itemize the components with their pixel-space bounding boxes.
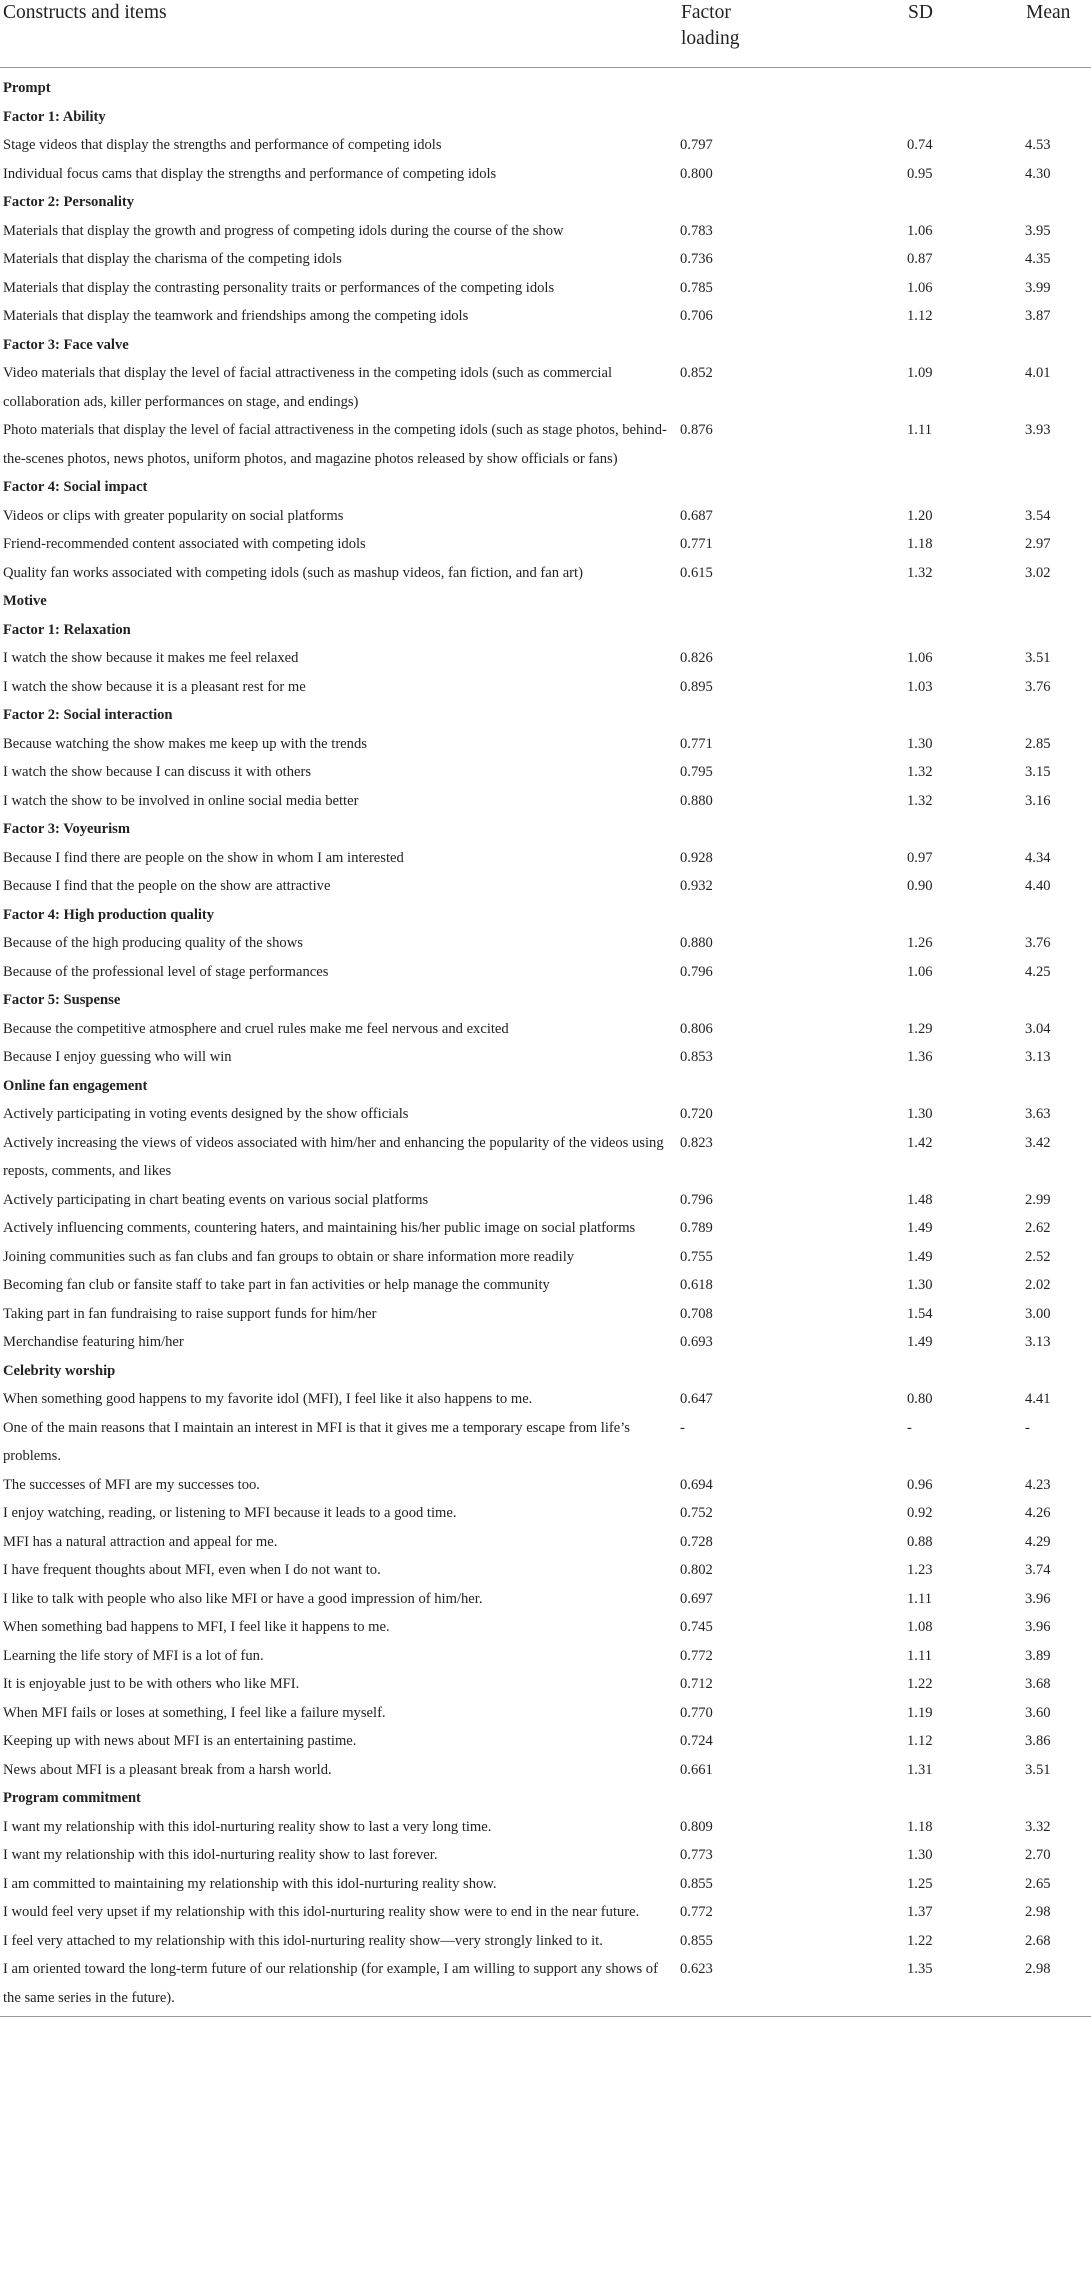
factor-loading-value: 0.687 [680,507,713,524]
group-label: Factor 3: Voyeurism [3,821,131,837]
factor-loading-value: 0.772 [680,1904,713,1920]
sd-value: 1.37 [907,1904,933,1920]
factor-loading-value: 0.795 [680,764,713,780]
item-text: When something bad happens to MFI, I feel like it happens to me. [3,1619,390,1635]
group-header-row [0,815,1091,844]
sd-value: 1.29 [907,1020,933,1037]
item-text: Materials that display the contrasting personality traits or performances of the competing idols [3,279,555,296]
mean-value: 3.51 [1025,650,1051,666]
factor-loading-value: 0.796 [680,1191,713,1208]
mean-value: 2.02 [1025,1277,1051,1293]
table-row [0,1015,1091,1044]
table-header-row [0,0,1091,68]
factor-loading-value: 0.796 [680,963,713,980]
table-row [0,1100,1091,1129]
sd-value: 1.22 [907,1676,933,1692]
item-text: Because of the professional level of stage performances [3,963,329,980]
mean-value: 2.97 [1025,536,1051,552]
factor-loading-value: 0.855 [680,1875,713,1892]
mean-value: 4.01 [1025,365,1051,381]
sd-value: 1.31 [907,1761,933,1778]
mean-value: 4.40 [1025,878,1051,894]
factor-loading-value: 0.826 [680,650,713,666]
factor-loading-value: 0.736 [680,251,713,267]
item-text: When something good happens to my favorite idol (MFI), I feel like it also happens to me. [3,1391,533,1407]
factor-loading-value: 0.895 [680,678,713,695]
mean-value: 3.42 [1025,1134,1051,1151]
factor-loading-value: 0.661 [680,1761,713,1778]
sd-value: 1.11 [907,422,932,438]
item-text: Stage videos that display the strengths and performance of competing idols [3,137,442,153]
item-text: I watch the show because it is a pleasant rest for me [3,678,306,695]
mean-value: 3.96 [1025,1590,1051,1607]
sd-value: 1.12 [907,1733,933,1749]
mean-value: 2.68 [1025,1932,1051,1949]
mean-value: 3.89 [1025,1647,1051,1664]
mean-value: 2.85 [1025,735,1051,752]
item-text: Materials that display the teamwork and friendships among the competing idols [3,308,469,324]
table-row [0,758,1091,787]
factor-loading-value: 0.772 [680,1647,713,1664]
table-row [0,1414,1091,1471]
sd-value: 1.22 [907,1932,933,1949]
table-row [0,1841,1091,1870]
item-text: Because I find that the people on the show are attractive [3,878,331,894]
group-label: Celebrity worship [3,1362,116,1379]
mean-value: 3.68 [1025,1676,1051,1692]
table-row [0,1613,1091,1642]
table-row [0,1699,1091,1728]
sd-value: 1.06 [907,222,933,239]
sd-value: 1.30 [907,1277,933,1293]
item-text: Photo materials that display the level of facial attractiveness in the competing idols (such as stage photos, behind-the-scenes photos, news photos, uniform photos, and magazine photos released by show officials or fans) [3,422,667,467]
table-row [0,217,1091,246]
item-text: I watch the show because it makes me feel relaxed [3,650,299,666]
header-mean: Mean [1023,0,1091,68]
sd-value: - [907,1419,912,1436]
factor-loading-value: 0.773 [680,1847,713,1863]
sd-value: 1.06 [907,279,933,296]
table-row [0,1898,1091,1927]
mean-value: 2.98 [1025,1904,1051,1920]
sd-value: 1.49 [907,1220,933,1236]
table-row [0,1300,1091,1329]
item-text: News about MFI is a pleasant break from a harsh world. [3,1761,332,1778]
factor-loading-value: - [680,1419,685,1436]
sd-value: 1.23 [907,1562,933,1578]
item-text: Actively increasing the views of videos associated with him/her and enhancing the popularity of the videos using reposts, comments, and likes [3,1134,664,1179]
mean-value: 4.53 [1025,137,1051,153]
factor-loading-value: 0.932 [680,878,713,894]
mean-value: 4.41 [1025,1391,1051,1407]
group-header-row [0,103,1091,132]
mean-value: 3.95 [1025,222,1051,239]
item-text: Because watching the show makes me keep up with the trends [3,735,367,752]
sd-value: 0.90 [907,878,933,894]
sd-value: 1.20 [907,507,933,524]
table-row [0,1528,1091,1557]
header-factor-loading: Factor loading [678,0,905,68]
sd-value: 1.35 [905,1955,1023,2017]
group-label: Factor 3: Face valve [3,336,129,353]
factor-loading-value: 0.876 [680,422,713,438]
item-text: When MFI fails or loses at something, I feel like a failure myself. [3,1704,386,1721]
sd-value: 0.97 [907,849,933,866]
table-row [0,502,1091,531]
sd-value: 0.74 [907,137,933,153]
factor-loading-value: 0.853 [680,1049,713,1065]
mean-value: 2.52 [1025,1248,1051,1265]
item-text: Materials that display the growth and progress of competing idols during the course of the show [3,222,564,239]
sd-value: 1.06 [907,963,933,980]
table-row [0,1243,1091,1272]
mean-value: 4.30 [1025,165,1051,182]
table-row [0,1727,1091,1756]
factor-loading-value: 0.785 [680,279,713,296]
item-text: I am committed to maintaining my relationship with this idol-nurturing reality show. [3,1875,497,1892]
sd-value: 1.06 [907,650,933,666]
mean-value: 3.02 [1025,564,1051,581]
sd-value: 0.80 [907,1391,933,1407]
item-text: I enjoy watching, reading, or listening to MFI because it leads to a good time. [3,1505,457,1521]
table-row [0,530,1091,559]
header-constructs: Constructs and items [0,0,678,68]
mean-value: 3.86 [1025,1733,1051,1749]
table-row [0,1585,1091,1614]
table-row [0,1471,1091,1500]
sd-value: 1.42 [907,1134,933,1151]
factor-loading-value: 0.752 [680,1505,713,1521]
group-label: Factor 1: Ability [3,108,106,125]
item-text: I want my relationship with this idol-nurturing reality show to last a very long time. [3,1818,492,1835]
factor-loading-value: 0.809 [680,1818,713,1835]
factor-loading-value: 0.728 [680,1533,713,1550]
item-text: I am oriented toward the long-term future of our relationship (for example, I am willing to support any shows of the same series in the future). [0,1955,678,2017]
factor-loading-value: 0.771 [680,536,713,552]
factor-loading-value: 0.928 [680,849,713,866]
table-row [0,1670,1091,1699]
sd-value: 1.32 [907,792,933,809]
table-row [0,1756,1091,1785]
sd-value: 0.92 [907,1505,933,1521]
item-text: Because the competitive atmosphere and cruel rules make me feel nervous and excited [3,1020,509,1037]
group-label: Factor 4: Social impact [3,479,148,495]
table-row [0,844,1091,873]
table-row [0,1955,1091,2017]
table-row [0,1328,1091,1357]
sd-value: 1.32 [907,764,933,780]
sd-value: 1.03 [907,678,933,695]
sd-value: 1.30 [907,1847,933,1863]
mean-value: 3.76 [1025,678,1051,695]
group-label: Factor 1: Relaxation [3,621,131,638]
mean-value: 4.29 [1025,1533,1051,1550]
sd-value: 1.08 [907,1619,933,1635]
item-text: Videos or clips with greater popularity on social platforms [3,507,344,524]
item-text: I have frequent thoughts about MFI, even when I do not want to. [3,1562,381,1578]
table-row [0,929,1091,958]
table-row [0,1499,1091,1528]
table-row [0,1043,1091,1072]
factor-loading-value: 0.615 [680,564,713,581]
table-row [0,274,1091,303]
mean-value: 4.23 [1025,1476,1051,1493]
group-label: Factor 2: Social interaction [3,707,173,723]
group-header-row [0,1357,1091,1386]
table-body [0,68,1091,2017]
sd-value: 1.09 [907,365,933,381]
item-text: I feel very attached to my relationship with this idol-nurturing reality show—very strongly linked to it. [3,1932,603,1949]
table-row [0,958,1091,987]
sd-value: 1.54 [907,1305,933,1322]
table-row [0,302,1091,331]
factor-loading-value: 0.800 [680,165,713,182]
mean-value: 3.63 [1025,1106,1051,1122]
factor-loading-value: 0.618 [680,1277,713,1293]
mean-value: 4.25 [1025,963,1051,980]
factor-loading-value: 0.852 [680,365,713,381]
sd-value: 1.32 [907,564,933,581]
table-row [0,872,1091,901]
item-text: It is enjoyable just to be with others who like MFI. [3,1676,300,1692]
item-text: Quality fan works associated with competing idols (such as mashup videos, fan fiction, and fan art) [3,564,583,581]
mean-value: 3.16 [1025,792,1051,809]
table-row [0,131,1091,160]
sd-value: 1.18 [907,536,933,552]
factor-loading-value: 0.797 [680,137,713,153]
factor-loading-value: 0.823 [680,1134,713,1151]
factor-loading-value: 0.720 [680,1106,713,1122]
mean-value: 3.13 [1025,1334,1051,1350]
sd-value: 0.88 [907,1533,933,1550]
group-label: Factor 4: High production quality [3,906,215,923]
mean-value: 3.04 [1025,1020,1051,1037]
table-row [0,245,1091,274]
header-sd: SD [905,0,1023,68]
mean-value: 4.35 [1025,251,1051,267]
table-row [0,1129,1091,1186]
mean-value: 3.74 [1025,1562,1051,1578]
sd-value: 1.12 [907,308,933,324]
item-text: Video materials that display the level of facial attractiveness in the competing idols (such as commercial collaboration ads, killer performances on stage, and endings) [3,365,613,410]
mean-value: 3.76 [1025,935,1051,951]
sd-value: 1.30 [907,1106,933,1122]
factor-loading-value: 0.771 [680,735,713,752]
factor-loading-value: 0.647 [680,1391,713,1407]
factor-loading-value: 0.712 [680,1676,713,1692]
mean-value: 3.93 [1025,422,1051,438]
factor-loading-value: 0.806 [680,1020,713,1037]
factor-loading-value: 0.783 [680,222,713,239]
mean-value: 2.70 [1025,1847,1051,1863]
mean-value: 2.62 [1025,1220,1051,1236]
item-text: I watch the show to be involved in online social media better [3,792,359,809]
factor-loading-value: 0.724 [680,1733,713,1749]
item-text: Learning the life story of MFI is a lot of fun. [3,1647,264,1664]
item-text: Actively influencing comments, countering haters, and maintaining his/her public image on social platforms [3,1220,636,1236]
sd-value: 1.49 [907,1248,933,1265]
group-label: Factor 5: Suspense [3,992,121,1008]
factor-loading-value: 0.770 [680,1704,713,1721]
mean-value: 3.13 [1025,1049,1051,1065]
group-label: Factor 2: Personality [3,194,135,210]
item-text: MFI has a natural attraction and appeal for me. [3,1533,278,1550]
sd-value: 1.49 [907,1334,933,1350]
group-header-row [0,616,1091,645]
mean-value: - [1025,1419,1030,1436]
group-label: Prompt [3,80,51,96]
item-text: I like to talk with people who also like MFI or have a good impression of him/her. [3,1590,483,1607]
item-text: Friend-recommended content associated with competing idols [3,536,366,552]
group-label: Motive [3,593,47,609]
table-row [0,1385,1091,1414]
group-label: Program commitment [3,1790,141,1806]
group-header-row [0,331,1091,360]
item-text: Taking part in fan fundraising to raise support funds for him/her [3,1305,377,1322]
factor-loading-value: 0.789 [680,1220,713,1236]
sd-value: 0.96 [907,1476,933,1493]
table-row [0,559,1091,588]
factor-loading-value: 0.745 [680,1619,713,1635]
group-header-row [0,68,1091,103]
table-row [0,1642,1091,1671]
sd-value: 1.11 [907,1647,932,1664]
factor-loading-value: 0.697 [680,1590,713,1607]
item-text: I want my relationship with this idol-nurturing reality show to last forever. [3,1847,438,1863]
item-text: Becoming fan club or fansite staff to take part in fan activities or help manage the community [3,1277,550,1293]
table-row [0,644,1091,673]
item-text: I would feel very upset if my relationship with this idol-nurturing reality show were to end in the near future. [3,1904,640,1920]
table-row [0,1186,1091,1215]
mean-value: 4.26 [1025,1505,1051,1521]
mean-value: 2.98 [1023,1955,1091,2017]
factor-loading-value: 0.693 [680,1334,713,1350]
item-text: Individual focus cams that display the strengths and performance of competing idols [3,165,497,182]
mean-value: 3.32 [1025,1818,1051,1835]
sd-value: 1.48 [907,1191,933,1208]
item-text: I watch the show because I can discuss it with others [3,764,312,780]
factor-loading-value: 0.708 [680,1305,713,1322]
mean-value: 2.65 [1025,1875,1051,1892]
factor-loading-value: 0.802 [680,1562,713,1578]
table-row [0,673,1091,702]
sd-value: 1.30 [907,735,933,752]
mean-value: 3.54 [1025,507,1051,524]
group-header-row [0,701,1091,730]
group-header-row [0,473,1091,502]
item-text: One of the main reasons that I maintain an interest in MFI is that it gives me a temporary escape from life’s problems. [3,1419,630,1464]
sd-value: 1.25 [907,1875,933,1892]
item-text: Actively participating in chart beating events on various social platforms [3,1191,429,1208]
item-text: Materials that display the charisma of the competing idols [3,251,342,267]
item-text: Actively participating in voting events designed by the show officials [3,1106,409,1122]
group-header-row [0,188,1091,217]
factor-loading-value: 0.855 [680,1932,713,1949]
mean-value: 3.15 [1025,764,1051,780]
table-row [0,787,1091,816]
table-row [0,359,1091,416]
mean-value: 3.99 [1025,279,1051,296]
item-text: Because I enjoy guessing who will win [3,1049,232,1065]
item-text: The successes of MFI are my successes too. [3,1476,260,1493]
mean-value: 3.96 [1025,1619,1051,1635]
mean-value: 3.00 [1025,1305,1051,1322]
factor-loading-value: 0.755 [680,1248,713,1265]
item-text: Joining communities such as fan clubs and fan groups to obtain or share information more readily [3,1248,575,1265]
group-header-row [0,901,1091,930]
sd-value: 1.36 [907,1049,933,1065]
factor-loading-value: 0.880 [680,792,713,809]
factor-loading-value: 0.623 [678,1955,905,2017]
group-header-row [0,986,1091,1015]
mean-value: 4.34 [1025,849,1051,866]
sd-value: 0.87 [907,251,933,267]
table-row [0,730,1091,759]
mean-value: 3.87 [1025,308,1051,324]
mean-value: 3.60 [1025,1704,1051,1721]
group-header-row [0,587,1091,616]
item-text: Keeping up with news about MFI is an entertaining pastime. [3,1733,357,1749]
mean-value: 2.99 [1025,1191,1051,1208]
table-row [0,1271,1091,1300]
factor-loading-value: 0.694 [680,1476,713,1493]
item-text: Merchandise featuring him/her [3,1334,184,1350]
sd-value: 0.95 [907,165,933,182]
sd-value: 1.18 [907,1818,933,1835]
table-row [0,1813,1091,1842]
group-label: Online fan engagement [3,1077,148,1094]
item-text: Because of the high producing quality of the shows [3,935,303,951]
item-text: Because I find there are people on the show in whom I am interested [3,849,404,866]
table-row [0,160,1091,189]
table-row [0,416,1091,473]
sd-value: 1.19 [907,1704,933,1721]
table-row [0,1870,1091,1899]
table-row [0,1556,1091,1585]
sd-value: 1.26 [907,935,933,951]
table-row [0,1927,1091,1956]
factor-loading-value: 0.880 [680,935,713,951]
sd-value: 1.11 [907,1590,932,1607]
factor-loading-value: 0.706 [680,308,713,324]
mean-value: 3.51 [1025,1761,1051,1778]
group-header-row [0,1072,1091,1101]
group-header-row [0,1784,1091,1813]
table-row [0,1214,1091,1243]
